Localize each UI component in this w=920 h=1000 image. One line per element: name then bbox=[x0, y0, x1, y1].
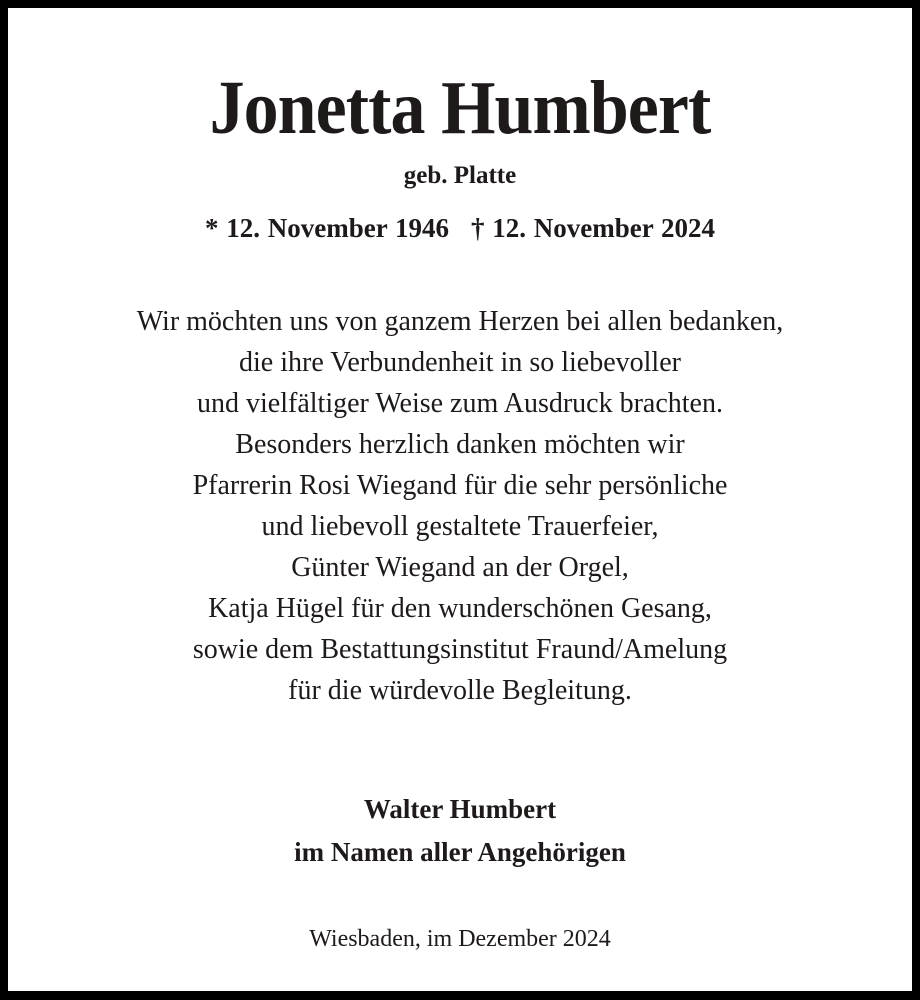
body-line: für die würdevolle Begleitung. bbox=[288, 675, 632, 706]
body-line: Pfarrerin Rosi Wiegand für die sehr persönliche bbox=[192, 470, 728, 501]
signature bbox=[8, 788, 912, 874]
body-line: die ihre Verbundenheit in so liebevoller bbox=[239, 347, 681, 378]
body-line: Günter Wiegand an der Orgel, bbox=[291, 552, 629, 583]
body-line: Katja Hügel für den wunderschönen Gesang, bbox=[208, 593, 712, 624]
death-date: † 12. November 2024 bbox=[471, 213, 715, 243]
obituary-notice bbox=[8, 8, 912, 991]
life-dates bbox=[8, 213, 912, 244]
signer-note: im Namen aller Angehörigen bbox=[294, 837, 626, 867]
birth-date: * 12. November 1946 bbox=[205, 213, 449, 243]
body-line: sowie dem Bestattungsinstitut Fraund/Amelung bbox=[192, 634, 728, 665]
signer-name: Walter Humbert bbox=[363, 794, 557, 824]
deceased-name: Jonetta Humbert bbox=[209, 66, 711, 150]
body-line: Wir möchten uns von ganzem Herzen bei allen bedanken, bbox=[136, 306, 784, 337]
body-line: und vielfältiger Weise zum Ausdruck brachten. bbox=[197, 388, 723, 419]
body-line: Besonders herzlich danken möchten wir bbox=[235, 429, 685, 460]
place-and-date: Wiesbaden, im Dezember 2024 bbox=[309, 926, 611, 952]
thank-you-text bbox=[8, 301, 912, 711]
body-line: und liebevoll gestaltete Trauerfeier, bbox=[261, 511, 659, 542]
maiden-name: geb. Platte bbox=[403, 162, 517, 189]
